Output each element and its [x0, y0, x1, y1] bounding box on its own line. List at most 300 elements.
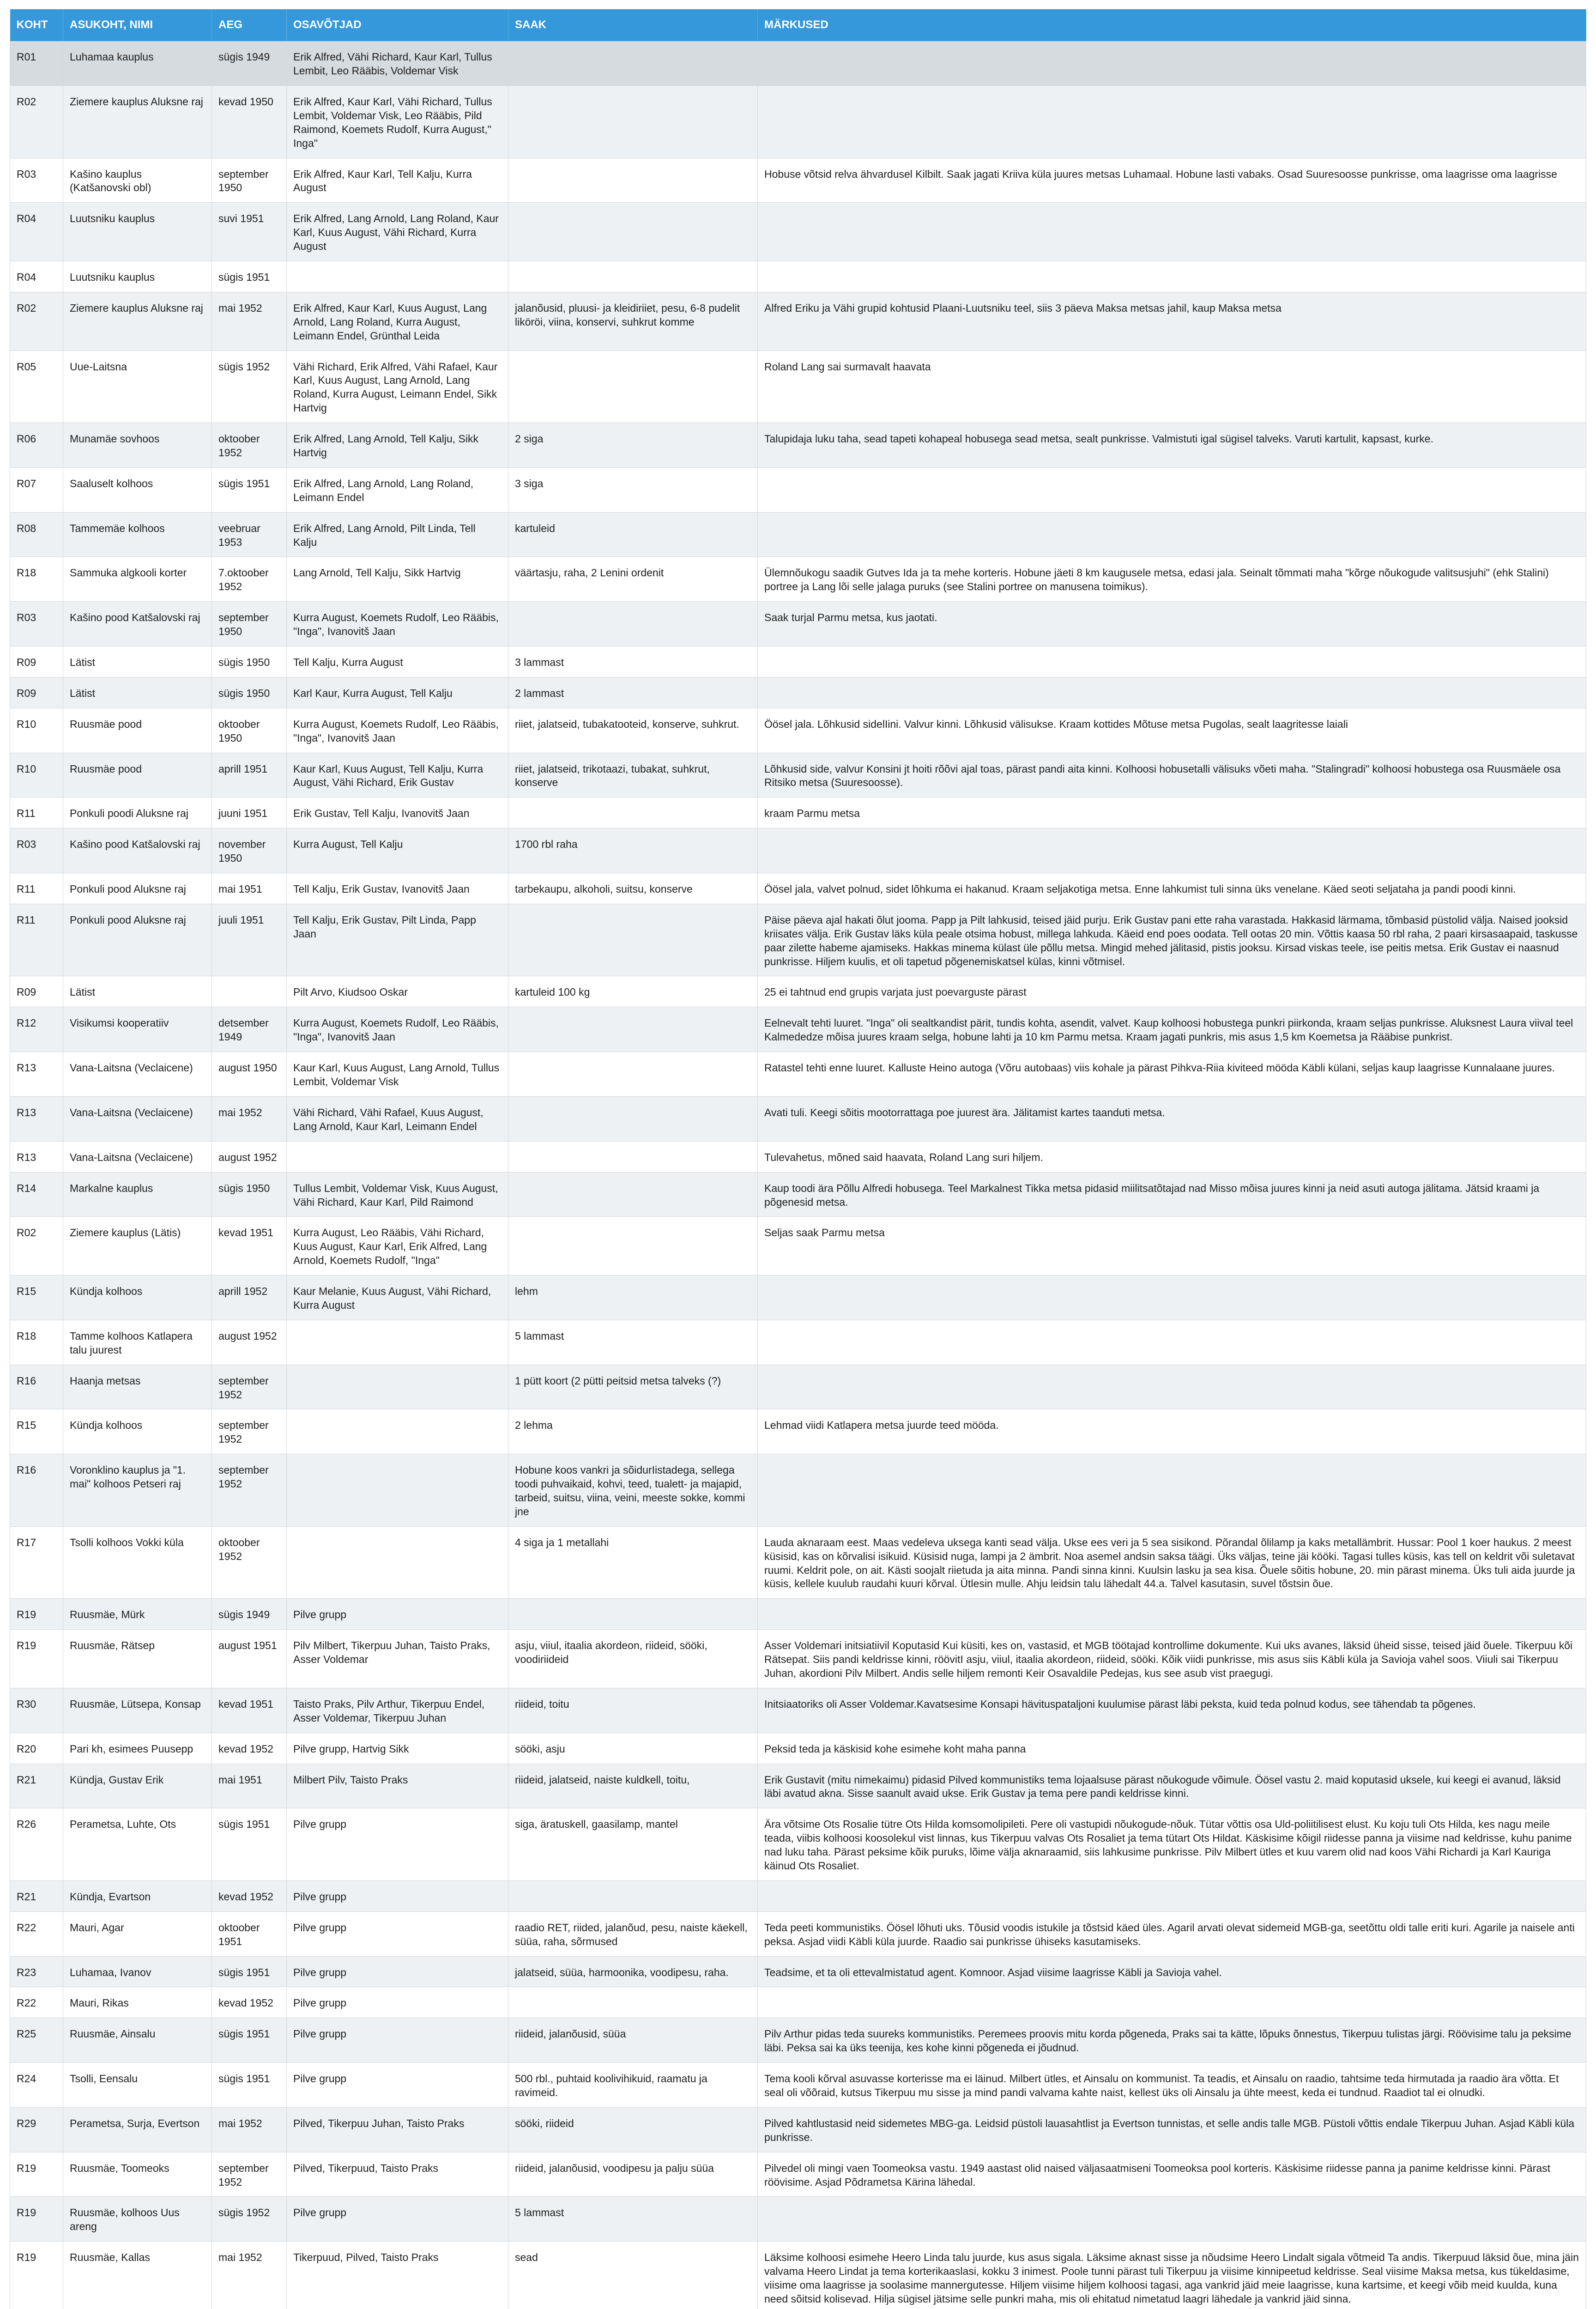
cell-saak: riideid, jalatseid, naiste kuldkell, toitu,: [508, 1764, 758, 1808]
cell-koht: R02: [10, 85, 63, 158]
cell-koht: R11: [10, 798, 63, 828]
cell-aeg: 7.oktoober 1952: [212, 557, 287, 602]
cell-osavotjad: Pilt Arvo, Kiudsoo Oskar: [287, 976, 508, 1007]
cell-saak: 5 lammast: [508, 1320, 758, 1365]
cell-asukoht-nimi: Luutsniku kauplus: [63, 203, 212, 261]
cell-saak: [508, 158, 758, 203]
table-row: [10, 753, 1586, 798]
cell-koht: R24: [10, 2063, 63, 2108]
table-row: [10, 904, 1586, 976]
cell-koht: R09: [10, 647, 63, 677]
cell-asukoht-nimi: Vana-Laitsna (Veclaicene): [63, 1096, 212, 1141]
cell-aeg: sügis 1951: [212, 1808, 287, 1881]
cell-koht: R07: [10, 467, 63, 512]
cell-koht: R22: [10, 1911, 63, 1956]
cell-osavotjad: Karl Kaur, Kurra August, Tell Kalju: [287, 677, 508, 708]
table-row: [10, 1733, 1586, 1764]
cell-koht: R09: [10, 677, 63, 708]
cell-koht: R15: [10, 1409, 63, 1454]
table-row: [10, 2107, 1586, 2152]
cell-saak: [508, 1141, 758, 1172]
cell-osavotjad: Pilve grupp: [287, 1880, 508, 1911]
cell-aeg: november 1950: [212, 828, 287, 873]
cell-asukoht-nimi: Kašino kauplus (Katšanovski obl): [63, 158, 212, 203]
cell-koht: R29: [10, 2107, 63, 2152]
cell-markused: Seljas saak Parmu metsa: [758, 1217, 1586, 1275]
cell-koht: R10: [10, 708, 63, 753]
cell-asukoht-nimi: Ruusmäe, Lütsepa, Konsap: [63, 1688, 212, 1733]
cell-aeg: juuli 1951: [212, 904, 287, 976]
cell-aeg: sügis 1952: [212, 351, 287, 423]
cell-aeg: juuni 1951: [212, 798, 287, 828]
cell-aeg: kevad 1952: [212, 1987, 287, 2018]
cell-aeg: september 1952: [212, 1409, 287, 1454]
cell-koht: R09: [10, 976, 63, 1007]
cell-osavotjad: Taisto Praks, Pilv Arthur, Tikerpuu Endel, Asser Voldemar, Tikerpuu Juhan: [287, 1688, 508, 1733]
cell-osavotjad: Pilved, Tikerpuud, Taisto Praks: [287, 2152, 508, 2197]
cell-aeg: detsember 1949: [212, 1007, 287, 1052]
table-row: [10, 2242, 1586, 2309]
cell-osavotjad: Tikerpuud, Pilved, Taisto Praks: [287, 2242, 508, 2309]
cell-asukoht-nimi: Markalne kauplus: [63, 1172, 212, 1217]
cell-markused: Läksime kolhoosi esimehe Heero Linda talu juurde, kus asus sigala. Läksime aknast sisse ja nõudsime Heero Lindalt sigala võtmeid Ta andis. Tikerpuud läksid õue, mina jäin valvama Heero Lindat ja tema korterikaaslasi, kokku 3 inimest. Poole tunni pärast tuli Tikerpuu ja viisime kinnipeetud keldrisse. Seal viisime Maksa metsa, kus tükeldasime, viisime oma laagrisse ja soolasime mannergutesse. Hiljem viisime hiljem kolhoosi tagasi, aga vankrid jäid meie laagrisse, kuna kartsime, et keegi võib meid kuulda, kuna need sõitsid kolisevad. Hilja sügisel jätsime selle punkri maha, mis oli ehitatud nimetatud laagri lähedale ja vankrid jäid sinna.: [758, 2242, 1586, 2309]
cell-asukoht-nimi: Haanja metsas: [63, 1365, 212, 1409]
cell-markused: Päise päeva ajal hakati õlut jooma. Papp ja Pilt lahkusid, teised jäid purju. Erik Gustav pani ette raha varastada. Hakkasid lärmama, tõmbasid püstolid välja. Naised jooksid kriisates välja. Erik Gustav läks küla peale otsima hobust, millega lahkuda. Käeid end poes oodata. Tell ootas 20 min. Võttis kaasa 50 rbl raha, 2 paari kirsasaapaid, taskusse paar zilette habeme ajamiseks. Hakkas minema külast üle põllu metsa. Mingid mehed jälitasid, pistis jooksu. Kirsad viskas teele, ise peitis metsa. Erik Gustav ei naasnud punkrisse. Hiljem kuulis, et oli tapetud põgenemiskatsel külas, kinni võtmisel.: [758, 904, 1586, 976]
cell-saak: jalanõusid, pluusi- ja kleidiriiet, pesu, 6-8 pudelit liköröi, viina, konservi, suhkrut komme: [508, 292, 758, 351]
cell-markused: Initsiaatoriks oli Asser Voldemar.Kavatsesime Konsapi hävituspataljoni kuulumise pärast läbi peksta, kuid teda polnud kodus, see tähendab ta põgenes.: [758, 1688, 1586, 1733]
cell-markused: [758, 1320, 1586, 1365]
cell-markused: [758, 647, 1586, 677]
cell-asukoht-nimi: Perametsa, Luhte, Ots: [63, 1808, 212, 1881]
cell-markused: [758, 1880, 1586, 1911]
table-row: [10, 873, 1586, 904]
cell-osavotjad: Pilve grupp: [287, 1987, 508, 2018]
cell-koht: R12: [10, 1007, 63, 1052]
cell-osavotjad: Pilv Milbert, Tikerpuu Juhan, Taisto Praks, Asser Voldemar: [287, 1630, 508, 1688]
cell-saak: 3 siga: [508, 467, 758, 512]
cell-osavotjad: [287, 1526, 508, 1599]
cell-koht: R22: [10, 1987, 63, 2018]
cell-markused: 25 ei tahtnud end grupis varjata just poevarguste pärast: [758, 976, 1586, 1007]
cell-saak: 4 siga ja 1 metallahi: [508, 1526, 758, 1599]
table-row: [10, 2152, 1586, 2197]
table-row: [10, 467, 1586, 512]
cell-osavotjad: [287, 1409, 508, 1454]
cell-saak: [508, 1599, 758, 1630]
cell-asukoht-nimi: Ziemere kauplus Aluksne raj: [63, 292, 212, 351]
cell-aeg: [212, 976, 287, 1007]
cell-asukoht-nimi: Ponkuli pood Aluksne raj: [63, 904, 212, 976]
cell-osavotjad: Kaur Karl, Kuus August, Tell Kalju, Kurra August, Vähi Richard, Erik Gustav: [287, 753, 508, 798]
table-row: [10, 1096, 1586, 1141]
cell-aeg: august 1952: [212, 1141, 287, 1172]
cell-saak: riideid, jalanõusid, voodipesu ja palju süüa: [508, 2152, 758, 2197]
cell-asukoht-nimi: Munamäe sovhoos: [63, 423, 212, 468]
header-asukoht-nimi[interactable]: ASUKOHT, NIMI: [63, 9, 212, 41]
cell-markused: [758, 1599, 1586, 1630]
table-row: [10, 1217, 1586, 1275]
cell-markused: Tema kooli kõrval asuvasse korterisse ma ei läinud. Milbert ütles, et Ainsalu on kommunist. Ta teadis, et Ainsalu on raadio, tahtsime teda hirmutada ja raadio ära võtta. Et seal oli võõraid, kutsus Tikerpuu mu sisse ja mind pandi valvama kahte naist, kellest üks oli Ainsalu ja ühte meest, keda ei tundnud. Raadiot tal ei olnudki.: [758, 2063, 1586, 2108]
cell-koht: R04: [10, 261, 63, 292]
cell-asukoht-nimi: Sammuka algkooli korter: [63, 557, 212, 602]
cell-koht: R01: [10, 41, 63, 85]
cell-aeg: sügis 1952: [212, 2197, 287, 2242]
table-row: [10, 1526, 1586, 1599]
header-osavotjad[interactable]: OSAVÕTJAD: [287, 9, 508, 41]
cell-osavotjad: Erik Alfred, Lang Arnold, Tell Kalju, Sikk Hartvig: [287, 423, 508, 468]
cell-koht: R13: [10, 1096, 63, 1141]
cell-aeg: oktoober 1951: [212, 1911, 287, 1956]
table-row: [10, 292, 1586, 351]
cell-osavotjad: Pilve grupp: [287, 2197, 508, 2242]
cell-asukoht-nimi: Tamme kolhoos Katlapera talu juurest: [63, 1320, 212, 1365]
cell-aeg: mai 1952: [212, 1096, 287, 1141]
cell-aeg: sügis 1951: [212, 1956, 287, 1987]
cell-saak: 2 siga: [508, 423, 758, 468]
cell-aeg: sügis 1950: [212, 677, 287, 708]
cell-aeg: sügis 1949: [212, 41, 287, 85]
table-row: [10, 647, 1586, 677]
cell-aeg: september 1952: [212, 1365, 287, 1409]
cell-markused: Tulevahetus, mõned said haavata, Roland Lang suri hiljem.: [758, 1141, 1586, 1172]
cell-asukoht-nimi: Kündja kolhoos: [63, 1275, 212, 1320]
cell-saak: [508, 41, 758, 85]
cell-markused: [758, 261, 1586, 292]
table-row: [10, 1454, 1586, 1527]
cell-asukoht-nimi: Visikumsi kooperatiiv: [63, 1007, 212, 1052]
table-row: [10, 2197, 1586, 2242]
table-row: [10, 828, 1586, 873]
cell-koht: R05: [10, 351, 63, 423]
cell-aeg: kevad 1951: [212, 1217, 287, 1275]
cell-osavotjad: Pilve grupp: [287, 2063, 508, 2108]
cell-saak: [508, 602, 758, 647]
cell-saak: 1700 rbl raha: [508, 828, 758, 873]
cell-saak: sööki, asju: [508, 1733, 758, 1764]
table-row: [10, 85, 1586, 158]
cell-markused: Alfred Eriku ja Vähi grupid kohtusid Plaani-Luutsniku teel, siis 3 päeva Maksa metsas jahil, kaup Maksa metsa: [758, 292, 1586, 351]
cell-osavotjad: Pilve grupp: [287, 1808, 508, 1881]
header-saak[interactable]: SAAK: [508, 9, 758, 41]
cell-asukoht-nimi: Tsolli, Eensalu: [63, 2063, 212, 2108]
cell-markused: Kaup toodi ära Põllu Alfredi hobusega. Teel Markalnest Tikka metsa pidasid miilitsatõtajad nad Misso mõisa juures kinni ja neid asuti autoga jälitama. Jätsid kraami ja põgenesid metsa.: [758, 1172, 1586, 1217]
cell-koht: R02: [10, 1217, 63, 1275]
table-row: [10, 1880, 1586, 1911]
cell-saak: sööki, riideid: [508, 2107, 758, 2152]
table-row: [10, 1987, 1586, 2018]
cell-aeg: august 1951: [212, 1630, 287, 1688]
cell-asukoht-nimi: Vana-Laitsna (Veclaicene): [63, 1141, 212, 1172]
cell-markused: [758, 1275, 1586, 1320]
cell-osavotjad: Kurra August, Koemets Rudolf, Leo Rääbis, "Inga", Ivanovitš Jaan: [287, 1007, 508, 1052]
cell-koht: R03: [10, 602, 63, 647]
cell-koht: R25: [10, 2018, 63, 2063]
cell-saak: [508, 1052, 758, 1097]
cell-osavotjad: Pilve grupp, Hartvig Sikk: [287, 1733, 508, 1764]
cell-saak: tarbekaupu, alkoholi, suitsu, konserve: [508, 873, 758, 904]
cell-saak: [508, 203, 758, 261]
cell-osavotjad: Kurra August, Leo Rääbis, Vähi Richard, Kuus August, Kaur Karl, Erik Alfred, Lang Arnold, Koemets Rudolf, "Inga": [287, 1217, 508, 1275]
cell-asukoht-nimi: Luhamaa, Ivanov: [63, 1956, 212, 1987]
table-row: [10, 2063, 1586, 2108]
cell-saak: 3 lammast: [508, 647, 758, 677]
cell-asukoht-nimi: Ruusmäe, Kallas: [63, 2242, 212, 2309]
table-row: [10, 557, 1586, 602]
cell-saak: [508, 1217, 758, 1275]
cell-osavotjad: Kurra August, Koemets Rudolf, Leo Rääbis, "Inga", Ivanovitš Jaan: [287, 602, 508, 647]
table-row: [10, 158, 1586, 203]
cell-koht: R20: [10, 1733, 63, 1764]
cell-koht: R21: [10, 1764, 63, 1808]
cell-saak: lehm: [508, 1275, 758, 1320]
cell-aeg: september 1952: [212, 1454, 287, 1527]
cell-markused: [758, 1987, 1586, 2018]
cell-asukoht-nimi: Ponkuli pood Aluksne raj: [63, 873, 212, 904]
cell-markused: Ülemnõukogu saadik Gutves Ida ja ta mehe korteris. Hobune jäeti 8 km kaugusele metsa, edasi jala. Seinalt tõmmati maha "kõrge nõukogude valitsusjuhi" (ehk Stalini) portree ja Lang lõi selle jalaga puruks (see Stalini portree on manusena toimikus).: [758, 557, 1586, 602]
cell-aeg: mai 1952: [212, 2242, 287, 2309]
cell-koht: R02: [10, 292, 63, 351]
cell-markused: [758, 512, 1586, 557]
cell-koht: R13: [10, 1052, 63, 1097]
cell-osavotjad: Kurra August, Tell Kalju: [287, 828, 508, 873]
cell-asukoht-nimi: Ruusmäe, Rätsep: [63, 1630, 212, 1688]
cell-aeg: sügis 1949: [212, 1599, 287, 1630]
cell-saak: raadio RET, riided, jalanõud, pesu, naiste käekell, süüa, raha, sõrmused: [508, 1911, 758, 1956]
table-row: [10, 1599, 1586, 1630]
cell-osavotjad: Tell Kalju, Kurra August: [287, 647, 508, 677]
cell-markused: Pilv Arthur pidas teda suureks kommunistiks. Peremees proovis mitu korda põgeneda, Praks sai ta kätte, lõpuks õnnestus, Tikerpuu tulistas järgi. Röövisime talu ja peksime läbi. Peksa sai ka üks teenija, kes kohe kinni põgeneda ei jõudnud.: [758, 2018, 1586, 2063]
table-header-row: [10, 9, 1586, 41]
cell-osavotjad: Pilve grupp: [287, 1956, 508, 1987]
cell-saak: [508, 904, 758, 976]
cell-aeg: oktoober 1952: [212, 423, 287, 468]
cell-markused: Asser Voldemari initsiatiivil Koputasid Kui küsiti, kes on, vastasid, et MGB töötajad kontrollime dokumente. Kui uks avanes, läksid üheid sisse, teised jäid õuele. Tikerpuu kõi Rätsepat. Siis pandi keldrisse kinni, röövitI asju, viiul, itaalia akordeon, riideid, sööki. Kõik viidi punkrisse, mis asus siis Käbli küla ja Savioja vahel soos. Viiuli sai Tikerpuu Juhan, akordioni Pilv Milbert. Andis selle hiljem remonti Keir Osavaldile Pedejas, kus see asub vist praegugi.: [758, 1630, 1586, 1688]
table-row: [10, 1007, 1586, 1052]
cell-saak: [508, 351, 758, 423]
cell-markused: Erik Gustavit (mitu nimekaimu) pidasid Pilved kommunistiks tema lojaalsuse pärast nõukogude võimule. Öösel vastu 2. maid koputasid uksele, kui keegi ei avanud, läksid läbi avatud akna. Sisse saanult avaid ukse. Erik Gustav ja tema pere pandi keldrisse kinni.: [758, 1764, 1586, 1808]
table-row: [10, 1688, 1586, 1733]
cell-osavotjad: Erik Alfred, Lang Arnold, Lang Roland, Kaur Karl, Kuus August, Vähi Richard, Kurra August: [287, 203, 508, 261]
cell-osavotjad: Kurra August, Koemets Rudolf, Leo Rääbis, "Inga", Ivanovitš Jaan: [287, 708, 508, 753]
cell-markused: Eelnevalt tehti luuret. "Inga" oli sealtkandist pärit, tundis kohta, asendit, valvet. Kaup kolhoosi hobustega punkri piirkonda, kraam seljas punkrisse. Aluksnest Laura viival teel Kalmededze mõisa juures kraam selga, hobune lahti ja 10 km Parmu metsa. Kraam jagati punkris, mis asus 1,5 km Koemetsa ja Rääbise punkrist.: [758, 1007, 1586, 1052]
cell-osavotjad: Vähi Richard, Vähi Rafael, Kuus August, Lang Arnold, Kaur Karl, Leimann Endel: [287, 1096, 508, 1141]
cell-saak: 1 pütt koort (2 pütti peitsid metsa talveks (?): [508, 1365, 758, 1409]
cell-saak: riiet, jalatseid, trikotaazi, tubakat, suhkrut, konserve: [508, 753, 758, 798]
cell-markused: Ära võtsime Ots Rosalie tütre Ots Hilda komsomolipileti. Pere oli vastupidi nõukogude-nõuk. Tütar võttis osa Uld-poliitilisest elust. Ku koju tuli Ots Hilda, kes nagu meile teada, viibis kolhoosi koosolekul vist linnas, kus Tikerpuu valvas Ots Rosaliet ja tema tütart Ots Hildat. Käskisime kõigil riidesse panna ja viisime nad keldrisse, kuhu panime nad luku taha. Pärast peksime kõik puruks, lõime välja aknaraamid, siis lahkusime punkrisse. Pilv Milbert ütles et kuu varem olid nad koos Vähi Richardi ja Karl Kauriga käinud Ots Rosaliet.: [758, 1808, 1586, 1881]
cell-saak: riiet, jalatseid, tubakatooteid, konserve, suhkrut.: [508, 708, 758, 753]
cell-saak: [508, 1880, 758, 1911]
cell-koht: R19: [10, 1599, 63, 1630]
cell-markused: [758, 1454, 1586, 1527]
cell-koht: R08: [10, 512, 63, 557]
header-koht[interactable]: KOHT: [10, 9, 63, 41]
cell-saak: 500 rbl., puhtaid koolivihikuid, raamatu ja ravimeid.: [508, 2063, 758, 2108]
cell-markused: [758, 2197, 1586, 2242]
cell-koht: R30: [10, 1688, 63, 1733]
table-row: [10, 1630, 1586, 1688]
incidents-table: [10, 9, 1586, 2309]
cell-asukoht-nimi: Lätist: [63, 976, 212, 1007]
cell-markused: Ratastel tehti enne luuret. Kalluste Heino autoga (Võru autobaas) viis kohale ja pärast Pihkva-Riia kiviteed mööda Käbli külani, seljas kaup laagrisse Kunnalaane juures.: [758, 1052, 1586, 1097]
cell-osavotjad: Tell Kalju, Erik Gustav, Ivanovitš Jaan: [287, 873, 508, 904]
cell-markused: Lehmad viidi Katlapera metsa juurde teed mööda.: [758, 1409, 1586, 1454]
cell-aeg: sügis 1951: [212, 2063, 287, 2108]
table-row: [10, 1172, 1586, 1217]
cell-saak: [508, 1007, 758, 1052]
cell-aeg: kevad 1952: [212, 1733, 287, 1764]
cell-aeg: august 1952: [212, 1320, 287, 1365]
table-row: [10, 677, 1586, 708]
cell-koht: R04: [10, 203, 63, 261]
table-row: [10, 1141, 1586, 1172]
cell-koht: R17: [10, 1526, 63, 1599]
cell-aeg: september 1950: [212, 602, 287, 647]
cell-aeg: kevad 1952: [212, 1880, 287, 1911]
table-row: [10, 1764, 1586, 1808]
cell-markused: [758, 1365, 1586, 1409]
cell-asukoht-nimi: Lätist: [63, 677, 212, 708]
cell-saak: [508, 798, 758, 828]
table-row: [10, 1956, 1586, 1987]
table-row: [10, 708, 1586, 753]
table-row: [10, 1275, 1586, 1320]
cell-saak: [508, 1172, 758, 1217]
cell-koht: R19: [10, 2152, 63, 2197]
cell-markused: Öösel jala, valvet polnud, sidet lõhkuma ei hakanud. Kraam seljakotiga metsa. Enne lahkumist tuli sinna üks venelane. Käed seoti seljataha ja pandi poodi kinni.: [758, 873, 1586, 904]
cell-osavotjad: Pilve grupp: [287, 1599, 508, 1630]
cell-asukoht-nimi: Lätist: [63, 647, 212, 677]
cell-asukoht-nimi: Kündja, Gustav Erik: [63, 1764, 212, 1808]
cell-aeg: aprill 1952: [212, 1275, 287, 1320]
table-row: [10, 602, 1586, 647]
cell-markused: Hobuse võtsid relva ähvardusel Kilbilt. Saak jagati Kriiva küla juures metsas Luhamaal. Hobune lasti vabaks. Osad Suuresoosse punkrisse, oma laagrisse oma laagrisse: [758, 158, 1586, 203]
cell-saak: asju, viiul, itaalia akordeon, riideid, sööki, voodiriideid: [508, 1630, 758, 1688]
cell-saak: kartuleid: [508, 512, 758, 557]
cell-asukoht-nimi: Kašino pood Katšalovski raj: [63, 602, 212, 647]
cell-koht: R16: [10, 1365, 63, 1409]
cell-asukoht-nimi: Luhamaa kauplus: [63, 41, 212, 85]
cell-osavotjad: [287, 261, 508, 292]
table-row: [10, 2018, 1586, 2063]
cell-aeg: sügis 1951: [212, 467, 287, 512]
cell-asukoht-nimi: Luutsniku kauplus: [63, 261, 212, 292]
cell-osavotjad: Pilved, Tikerpuu Juhan, Taisto Praks: [287, 2107, 508, 2152]
table-row: [10, 976, 1586, 1007]
cell-osavotjad: Erik Alfred, Lang Arnold, Lang Roland, Leimann Endel: [287, 467, 508, 512]
cell-aeg: mai 1952: [212, 2107, 287, 2152]
table-row: [10, 1808, 1586, 1881]
cell-koht: R03: [10, 828, 63, 873]
cell-aeg: sügis 1950: [212, 647, 287, 677]
table-row: [10, 512, 1586, 557]
cell-osavotjad: Kaur Melanie, Kuus August, Vähi Richard, Kurra August: [287, 1275, 508, 1320]
cell-aeg: kevad 1950: [212, 85, 287, 158]
cell-saak: kartuleid 100 kg: [508, 976, 758, 1007]
cell-asukoht-nimi: Ruusmäe, Ainsalu: [63, 2018, 212, 2063]
cell-asukoht-nimi: Uue-Laitsna: [63, 351, 212, 423]
cell-markused: Öösel jala. Lõhkusid sidelIini. Valvur kinni. Lõhkusid välisukse. Kraam kottides Mõtuse metsa Pugolas, sealt laagritesse laiali: [758, 708, 1586, 753]
cell-saak: [508, 1096, 758, 1141]
cell-markused: Teda peeti kommunistiks. Öösel lõhuti uks. Tõusid voodis istukile ja tõstsid käed üles. Agaril arvati olevat sidemeid MGB-ga, seetõttu oldi talle eriti kuri. Agarile ja naisele anti peksa. Asjad viidi Käbli küla juurde. Raadio sai punkrisse ühiseks kasutamiseks.: [758, 1911, 1586, 1956]
cell-aeg: oktoober 1950: [212, 708, 287, 753]
cell-asukoht-nimi: Saaluselt kolhoos: [63, 467, 212, 512]
cell-osavotjad: Erik Gustav, Tell Kalju, Ivanovitš Jaan: [287, 798, 508, 828]
cell-asukoht-nimi: Mauri, Agar: [63, 1911, 212, 1956]
cell-asukoht-nimi: Ruusmäe pood: [63, 708, 212, 753]
cell-koht: R18: [10, 557, 63, 602]
cell-koht: R13: [10, 1141, 63, 1172]
cell-koht: R19: [10, 2197, 63, 2242]
cell-koht: R15: [10, 1275, 63, 1320]
cell-markused: Teadsime, et ta oli ettevalmistatud agent. Komnoor. Asjad viisime laagrisse Käbli ja Savioja vahel.: [758, 1956, 1586, 1987]
table-body: [10, 41, 1586, 2309]
cell-saak: jalatseid, süüa, harmoonika, voodipesu, raha.: [508, 1956, 758, 1987]
cell-asukoht-nimi: Ruusmäe, Toomeoks: [63, 2152, 212, 2197]
cell-aeg: veebruar 1953: [212, 512, 287, 557]
cell-markused: [758, 41, 1586, 85]
cell-asukoht-nimi: Tsolli kolhoos Vokki küla: [63, 1526, 212, 1599]
cell-asukoht-nimi: Mauri, Rikas: [63, 1987, 212, 2018]
cell-aeg: oktoober 1952: [212, 1526, 287, 1599]
cell-asukoht-nimi: Voronklino kauplus ja "1. mai" kolhoos Petseri raj: [63, 1454, 212, 1527]
cell-koht: R11: [10, 904, 63, 976]
cell-markused: Lõhkusid side, valvur Konsini jt hoiti rõõvi ajal toas, pärast pandi aita kinni. Kolhoosi hobusetalli välisuks võeti maha. "Stalingradi" kolhoosi hobustega osa Ruusmäele osa Ritsiko metsa (Suuresoosse).: [758, 753, 1586, 798]
cell-asukoht-nimi: Kündja, Evartson: [63, 1880, 212, 1911]
cell-aeg: august 1950: [212, 1052, 287, 1097]
cell-osavotjad: Tullus Lembit, Voldemar Visk, Kuus August, Vähi Richard, Kaur Karl, Pild Raimond: [287, 1172, 508, 1217]
cell-markused: Peksid teda ja käskisid kohe esimehe koht maha panna: [758, 1733, 1586, 1764]
header-aeg[interactable]: AEG: [212, 9, 287, 41]
cell-koht: R21: [10, 1880, 63, 1911]
cell-osavotjad: Erik Alfred, Lang Arnold, Pilt Linda, Tell Kalju: [287, 512, 508, 557]
table-row: [10, 1409, 1586, 1454]
cell-saak: riideid, toitu: [508, 1688, 758, 1733]
cell-asukoht-nimi: Ziemere kauplus (Lätis): [63, 1217, 212, 1275]
cell-osavotjad: [287, 1365, 508, 1409]
cell-aeg: kevad 1951: [212, 1688, 287, 1733]
cell-asukoht-nimi: Ponkuli poodi Aluksne raj: [63, 798, 212, 828]
cell-osavotjad: Vähi Richard, Erik Alfred, Vähi Rafael, Kaur Karl, Kuus August, Lang Arnold, Lang Roland, Kurra August, Leimann Endel, Sikk Hartvig: [287, 351, 508, 423]
table-row: [10, 203, 1586, 261]
cell-osavotjad: Tell Kalju, Erik Gustav, Pilt Linda, Papp Jaan: [287, 904, 508, 976]
cell-saak: sead: [508, 2242, 758, 2309]
cell-koht: R06: [10, 423, 63, 468]
cell-saak: [508, 261, 758, 292]
cell-aeg: sügis 1950: [212, 1172, 287, 1217]
cell-asukoht-nimi: Ruusmäe, kolhoos Uus areng: [63, 2197, 212, 2242]
cell-aeg: mai 1951: [212, 1764, 287, 1808]
table-row: [10, 1320, 1586, 1365]
table-row: [10, 41, 1586, 85]
cell-saak: Hobune koos vankri ja sõidurIistadega, sellega toodi puhvaikaid, kohvi, teed, tualett- ja majapid, tarbeid, suitsu, viina, veini, meeste sokke, kommi jne: [508, 1454, 758, 1527]
cell-asukoht-nimi: Kašino pood Katšalovski raj: [63, 828, 212, 873]
cell-koht: R10: [10, 753, 63, 798]
cell-asukoht-nimi: Vana-Laitsna (Veclaicene): [63, 1052, 212, 1097]
cell-aeg: aprill 1951: [212, 753, 287, 798]
table-row: [10, 351, 1586, 423]
table-row: [10, 1052, 1586, 1097]
header-markused[interactable]: MÄRKUSED: [758, 9, 1586, 41]
cell-osavotjad: Erik Alfred, Kaur Karl, Vähi Richard, Tullus Lembit, Voldemar Visk, Leo Rääbis, Pild Raimond, Koemets Rudolf, Kurra August," Inga": [287, 85, 508, 158]
cell-osavotjad: Pilve grupp: [287, 1911, 508, 1956]
cell-osavotjad: Milbert Pilv, Taisto Praks: [287, 1764, 508, 1808]
cell-asukoht-nimi: Ziemere kauplus Aluksne raj: [63, 85, 212, 158]
cell-koht: R26: [10, 1808, 63, 1881]
cell-asukoht-nimi: Perametsa, Surja, Evertson: [63, 2107, 212, 2152]
cell-osavotjad: Lang Arnold, Tell Kalju, Sikk Hartvig: [287, 557, 508, 602]
cell-aeg: sügis 1951: [212, 261, 287, 292]
cell-markused: Roland Lang sai surmavalt haavata: [758, 351, 1586, 423]
